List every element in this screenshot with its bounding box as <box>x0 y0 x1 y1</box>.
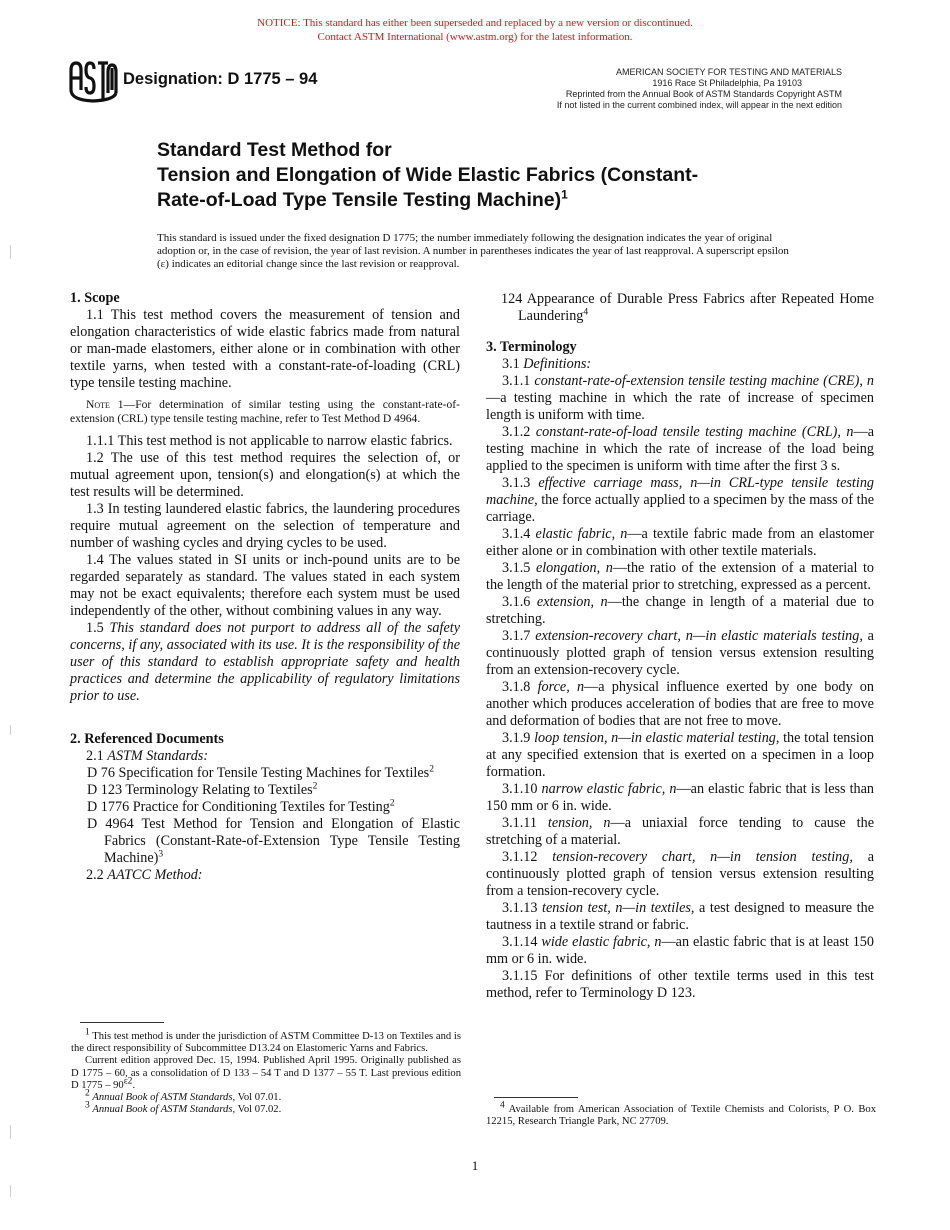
margin-mark <box>10 1185 11 1197</box>
left-column <box>70 290 460 884</box>
definition-3-1-14: 3.1.14 wide elastic fabric, n—an elastic fabric that is at least 150 mm or 6 in. wide. <box>486 934 874 967</box>
referenced-documents-heading: 2. Referenced Documents <box>70 731 224 747</box>
margin-mark <box>10 245 11 259</box>
terminology-heading: 3. Terminology <box>486 339 577 355</box>
definition-3-1-3: 3.1.3 effective carriage mass, n—in CRL-type tensile testing machine, the force actually applied to a specimen by the mass of the carriage. <box>486 475 875 525</box>
section-1-1: 1.1 This test method covers the measurement of tension and elongation characteristics of wide elastic fabrics made from natural or man-made elastomers, either alone or in combination with other textile yarns, when tested with a constant-rate-of-loading (CRL) type tensile testing machine. <box>70 307 460 391</box>
notice-line-1: NOTICE: This standard has either been superseded and replaced by a new version or discontinued. <box>257 17 693 29</box>
section-2-1: 2.1 ASTM Standards: <box>86 748 209 764</box>
society-name: AMERICAN SOCIETY FOR TESTING AND MATERIALS <box>615 67 842 77</box>
footnote-3: $^3$ Annual Book of ASTM Standards, Vol 07.02. <box>85 1100 282 1116</box>
section-1-5: 1.5 This standard does not purport to address all of the safety concerns, if any, associated with its use. It is the responsibility of the user of this standard to establish appropriate safety and health practices and determine the applicability of regulatory limitations prior to use. <box>70 620 460 704</box>
section-1-2: 1.2 The use of this test method requires the selection of, or mutual agreement upon, tension(s) and elongation(s) at which the test results will be determined. <box>70 450 460 500</box>
note-label: Note 1 <box>86 398 124 411</box>
definition-3-1-10: 3.1.10 narrow elastic fabric, n—an elastic fabric that is less than 150 mm or 6 in. wide. <box>486 781 875 814</box>
footnote-1: $^1$ This test method is under the jurisdiction of ASTM Committee D-13 on Textiles and is the direct responsibility of Subcommittee D13.24 on Elastomeric Yarns and Fabrics. <box>71 1027 461 1055</box>
notice-line-2: Contact ASTM International (www.astm.org) for the latest information. <box>317 31 633 43</box>
ref-d76: D 76 Specification for Tensile Testing Machines for Textiles$^2$ <box>87 764 434 781</box>
definition-3-1-6: 3.1.6 extension, n—the change in length of a material due to stretching. <box>486 594 875 627</box>
footnotes-right <box>486 1100 876 1128</box>
footnote-rule-left <box>80 1022 164 1023</box>
page-number: 1 <box>471 1158 479 1173</box>
definition-3-1-4: 3.1.4 elastic fabric, n—a textile fabric made from an elastomer either alone or in combination with other textile materials. <box>486 526 874 559</box>
supersession-notice <box>0 16 950 44</box>
definition-3-1-5: 3.1.5 elongation, n—the ratio of the extension of a material to the length of the material prior to stretching, expressed as a percent. <box>486 560 874 593</box>
footnote-2: $^2$ Annual Book of ASTM Standards, Vol 07.01. <box>85 1088 282 1104</box>
ref-aatcc-124: 124 Appearance of Durable Press Fabrics after Repeated Home Laundering$^4$ <box>501 291 874 324</box>
title-line-1: Standard Test Method for <box>157 139 392 161</box>
definition-3-1-9: 3.1.9 loop tension, n—in elastic material testing, the total tension at any specified extension that is exerted on a specimen in a loop formation. <box>486 730 874 780</box>
astm-logo <box>68 60 118 104</box>
margin-mark <box>10 1125 11 1139</box>
section-1-3: 1.3 In testing laundered elastic fabrics, the laundering procedures require mutual agreement on the selection of temperature and number of washing cycles and drying cycles to be used. <box>70 501 460 551</box>
definition-3-1-8: 3.1.8 force, n—a physical influence exerted by one body on another which produces acceleration of bodies that are free to move and deformation of bodies that are not free to move. <box>486 679 874 729</box>
definition-3-1-2: 3.1.2 constant-rate-of-load tensile testing machine (CRL), n—a testing machine in which the rate of increase of the load being applied to the specimen is uniform with time after the first 3 s. <box>486 424 874 474</box>
note-1: Note 1—For determination of similar testing using the constant-rate-of-extension (CRL) type tensile testing machine, refer to Test Method D 4964. <box>70 398 461 425</box>
footnote-1-edition: Current edition approved Dec. 15, 1994. Published April 1995. Originally published as D 1775 – 60, as a consolidation of D 133 – 54 T and D 1377 – 55 T. Last previous edition D $1775 - 90^{\varepsilon 2}$. <box>71 1055 461 1091</box>
scope-heading: 1. Scope <box>70 290 120 306</box>
issuance-paragraph: This standard is issued under the fixed designation D 1775; the number immediately following the designation indicates the year of original adoption or, in the case of revision, the year of last revision. A number in parentheses indicates the year of last reapproval. A superscript epsilon (ε) indicates an editorial change since the last revision or reapproval. <box>157 232 789 270</box>
society-block <box>557 67 842 111</box>
footnote-rule-right <box>494 1097 578 1098</box>
margin-mark <box>10 725 11 735</box>
definition-3-1-1: 3.1.1 constant-rate-of-extension tensile testing machine (CRE), n—a testing machine in which the rate of increase of specimen length is uniform with time. <box>486 373 874 423</box>
ref-d1776: D 1776 Practice for Conditioning Textiles for Testing$^2$ <box>87 798 395 815</box>
designation: Designation: D 1775 – 94 <box>123 70 318 88</box>
right-column <box>486 291 874 1002</box>
ref-d4964: D 4964 Test Method for Tension and Elongation of Elastic Fabrics (Constant-Rate-of-Extension Type Tensile Testing Machine)$^3$ <box>87 816 460 866</box>
section-2-2: 2.2 AATCC Method: <box>86 867 203 883</box>
society-reprint: Reprinted from the Annual Book of ASTM Standards Copyright ASTM <box>565 89 842 99</box>
footnotes-left <box>71 1027 461 1116</box>
footnote-4: $^4$ Available from American Association of Textile Chemists and Colorists, P O. Box 12215, Research Triangle Park, NC 27709. <box>486 1100 876 1128</box>
section-3-1: 3.1 Definitions: <box>502 356 592 372</box>
document-title <box>157 138 807 213</box>
society-index-note: If not listed in the current combined index, will appear in the next edition <box>556 100 842 110</box>
section-1-1-1: 1.1.1 This test method is not applicable to narrow elastic fabrics. <box>86 433 453 449</box>
title-footnote-mark: 1 <box>561 187 568 202</box>
society-address: 1916 Race St Philadelphia, Pa 19103 <box>652 78 802 88</box>
section-1-4: 1.4 The values stated in SI units or inch-pound units are to be regarded separately as standard. The values stated in each system may not be exact equivalents; therefore each system must be used independently of the other, without combining values in any way. <box>70 552 460 619</box>
title-line-3: Rate-of-Load Type Tensile Testing Machine)$^1$ <box>157 187 568 211</box>
definition-3-1-15: 3.1.15 For definitions of other textile terms used in this test method, refer to Terminology D 123. <box>486 968 874 1001</box>
definition-3-1-12: 3.1.12 tension-recovery chart, n—in tension testing, a continuously plotted graph of tension versus extension resulting from a tension-recovery cycle. <box>486 849 875 899</box>
definition-3-1-13: 3.1.13 tension test, n—in textiles, a test designed to measure the tautness in a textile strand or fabric. <box>486 900 874 933</box>
definition-3-1-7: 3.1.7 extension-recovery chart, n—in elastic materials testing, a continuously plotted graph of tension versus extension resulting from an extension-recovery cycle. <box>486 628 874 678</box>
ref-d123: D 123 Terminology Relating to Textiles$^2$ <box>87 781 318 798</box>
title-line-2: Tension and Elongation of Wide Elastic Fabrics (Constant- <box>157 164 699 186</box>
definition-3-1-11: 3.1.11 tension, n—a uniaxial force tending to cause the stretching of a material. <box>486 815 875 848</box>
